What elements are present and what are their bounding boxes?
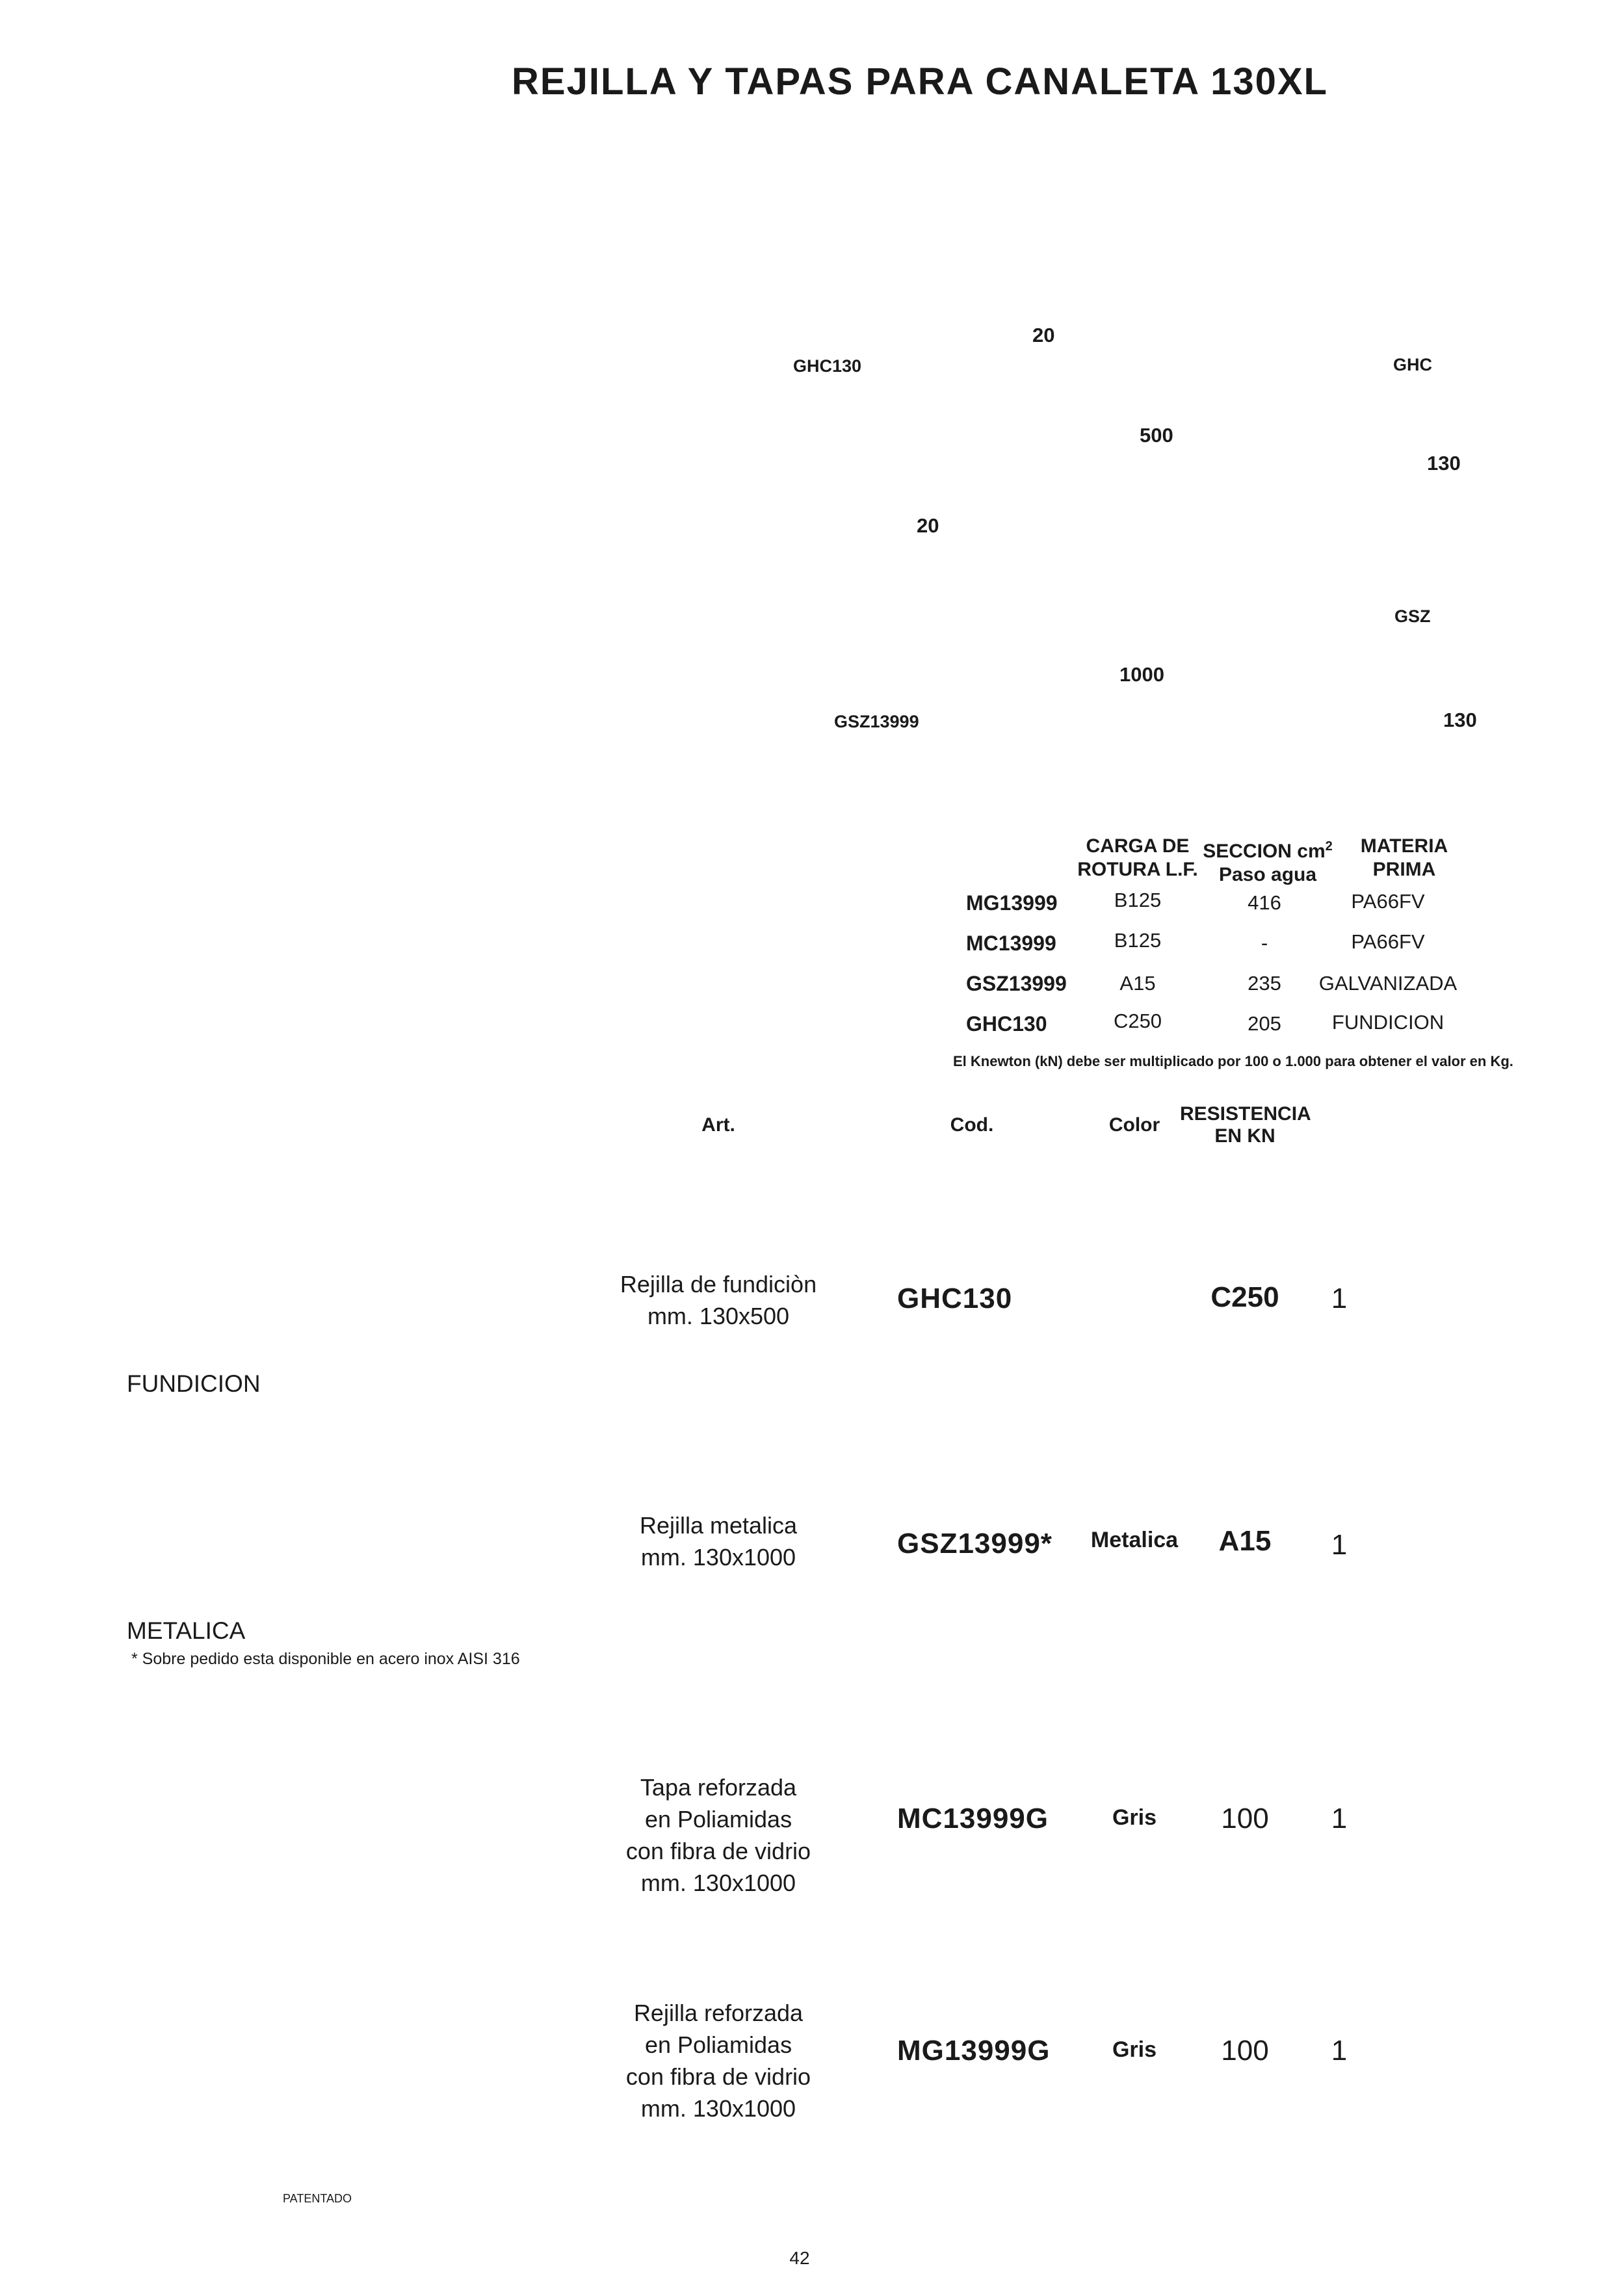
category-fundicion: FUNDICION xyxy=(127,1370,261,1397)
product-code: MC13999G xyxy=(897,1803,1049,1834)
product-color: Metalica xyxy=(1090,1528,1179,1552)
metalica-footnote: * Sobre pedido esta disponible en acero inox AISI 316 xyxy=(131,1650,520,1668)
header-line: PRIMA xyxy=(1372,859,1436,880)
page-number: 42 xyxy=(789,2248,810,2268)
product-resistance: A15 xyxy=(1218,1525,1272,1557)
part-label: GHC xyxy=(1393,355,1432,374)
spec-materia: GALVANIZADA xyxy=(1318,972,1458,995)
article-line: mm. 130x1000 xyxy=(640,1870,796,1896)
product-color: Gris xyxy=(1112,2037,1157,2062)
header-resistencia xyxy=(1180,1103,1310,1147)
spec-header-carga xyxy=(1073,835,1203,881)
article-line: mm. 130x1000 xyxy=(640,2095,796,2122)
product-resistance: 100 xyxy=(1221,1803,1269,1834)
article-line: Tapa reforzada xyxy=(640,1774,797,1801)
product-quantity: 1 xyxy=(1331,1803,1348,1834)
patent-label: PATENTADO xyxy=(283,2192,352,2205)
part-label: GHC130 xyxy=(793,356,862,376)
article-line: con fibra de vidrio xyxy=(625,2063,811,2090)
dimension-label: 20 xyxy=(917,514,939,537)
header-color: Color xyxy=(1108,1114,1160,1136)
product-code: GSZ13999* xyxy=(897,1528,1053,1559)
spec-header-seccion xyxy=(1196,835,1339,887)
article-line: con fibra de vidrio xyxy=(625,1838,811,1864)
product-code: GHC130 xyxy=(897,1283,1013,1314)
product-resistance: C250 xyxy=(1210,1281,1279,1313)
spec-materia: PA66FV xyxy=(1351,890,1425,913)
article-description xyxy=(588,1268,848,1332)
spec-carga: B125 xyxy=(1114,929,1162,952)
product-quantity: 1 xyxy=(1331,2035,1348,2067)
header-line: MATERIA xyxy=(1360,835,1448,857)
spec-code: GSZ13999 xyxy=(966,972,1067,995)
header-line: CARGA DE xyxy=(1086,835,1190,857)
article-description xyxy=(588,1997,848,2124)
article-line: mm. 130x1000 xyxy=(640,1544,796,1571)
header-line: EN KN xyxy=(1214,1125,1275,1147)
part-label: GSZ xyxy=(1394,607,1431,626)
page-title: REJILLA Y TAPAS PARA CANALETA 130XL xyxy=(512,60,1328,103)
dimension-label: 130 xyxy=(1427,452,1461,475)
article-line: Rejilla de fundiciòn xyxy=(620,1271,817,1298)
spec-code: MC13999 xyxy=(966,932,1056,955)
header-text: SECCION cm xyxy=(1203,841,1326,862)
spec-seccion: 205 xyxy=(1248,1012,1281,1035)
header-cod: Cod. xyxy=(950,1114,994,1136)
article-line: en Poliamidas xyxy=(644,1806,792,1833)
superscript: 2 xyxy=(1325,839,1333,854)
dimension-label: 1000 xyxy=(1119,663,1164,686)
product-code: MG13999G xyxy=(897,2035,1051,2067)
spec-seccion: 416 xyxy=(1248,891,1281,914)
article-line: mm. 130x500 xyxy=(647,1303,790,1329)
article-description xyxy=(588,1509,848,1573)
header-line xyxy=(1196,835,1339,863)
product-color: Gris xyxy=(1112,1805,1157,1830)
dimension-label: 20 xyxy=(1032,324,1055,346)
spec-note: El Knewton (kN) debe ser multiplicado por 100 o 1.000 para obtener el valor en Kg. xyxy=(953,1053,1513,1069)
header-line: Paso agua xyxy=(1218,864,1317,885)
spec-code: MG13999 xyxy=(966,891,1058,915)
spec-carga: B125 xyxy=(1114,889,1162,911)
category-metalica: METALICA xyxy=(127,1617,246,1644)
part-label: GSZ13999 xyxy=(834,712,919,731)
header-art: Art. xyxy=(701,1114,735,1136)
spec-materia: FUNDICION xyxy=(1331,1011,1445,1034)
dimension-label: 130 xyxy=(1443,709,1477,731)
header-line: RESISTENCIA xyxy=(1180,1103,1311,1125)
article-line: en Poliamidas xyxy=(644,2031,792,2058)
spec-carga: C250 xyxy=(1113,1010,1162,1032)
spec-code: GHC130 xyxy=(966,1012,1047,1036)
spec-seccion: 235 xyxy=(1248,972,1281,995)
product-quantity: 1 xyxy=(1331,1283,1348,1314)
product-quantity: 1 xyxy=(1331,1529,1348,1561)
dimension-label: 500 xyxy=(1140,424,1173,447)
header-line: ROTURA L.F. xyxy=(1077,859,1198,880)
spec-header-materia xyxy=(1333,835,1476,881)
spec-seccion: - xyxy=(1261,932,1268,954)
article-description xyxy=(588,1771,848,1899)
spec-carga: A15 xyxy=(1119,972,1156,995)
article-line: Rejilla metalica xyxy=(639,1512,798,1539)
product-resistance: 100 xyxy=(1221,2035,1269,2067)
article-line: Rejilla reforzada xyxy=(633,2000,804,2026)
spec-materia: PA66FV xyxy=(1351,930,1425,953)
